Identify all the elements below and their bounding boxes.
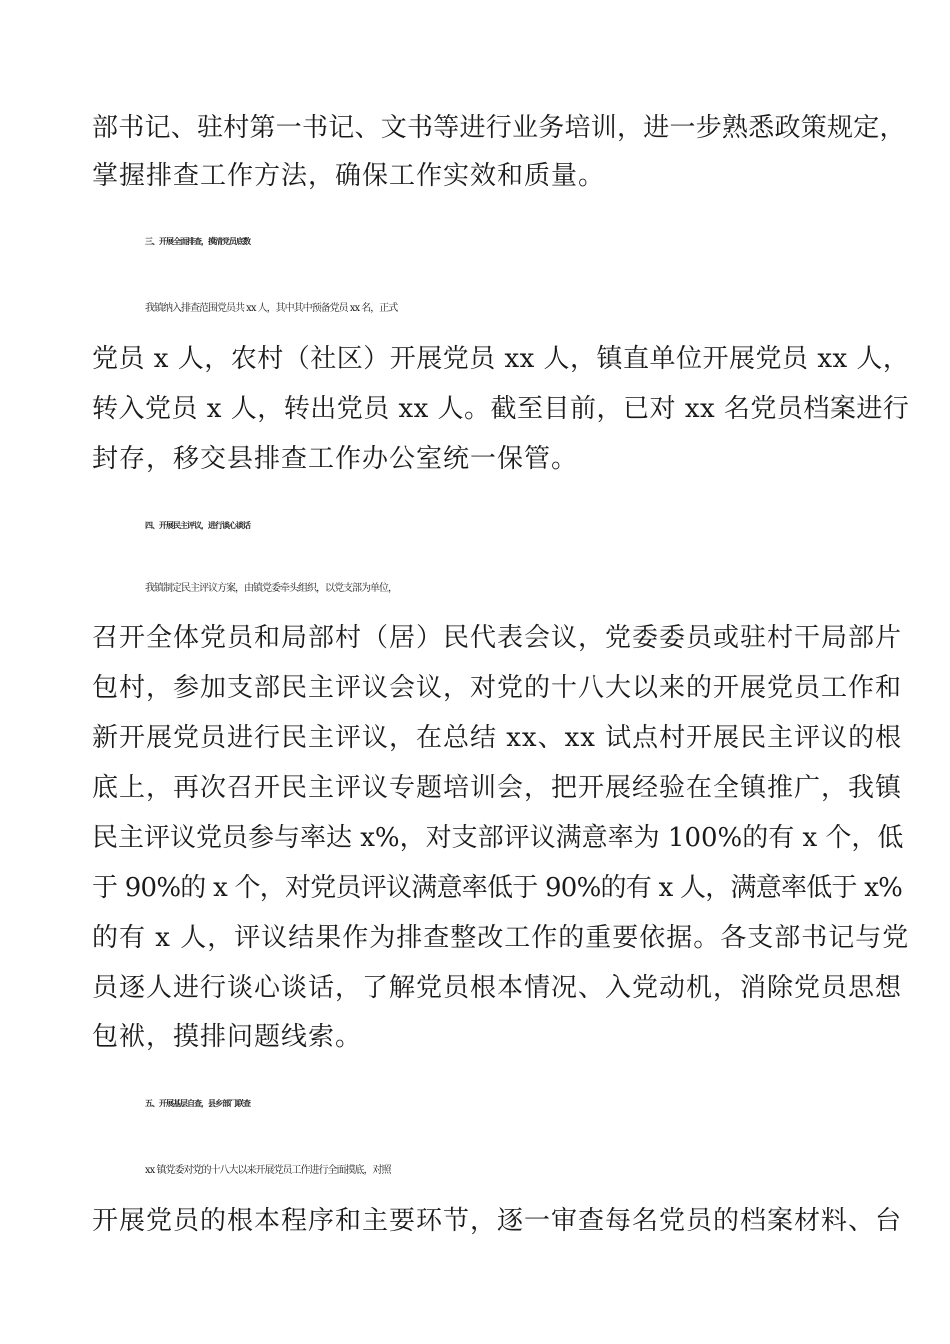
body-text-line: 民主评议党员参与率达 x%，对支部评议满意率为 100%的有 x 个，低 <box>92 823 904 853</box>
body-text-line: 召开全体党员和局部村（居）民代表会议，党委委员或驻村干局部片 <box>92 623 903 653</box>
body-text-line: 部书记、驻村第一书记、文书等进行业务培训，进一步熟悉政策规定， <box>92 113 906 143</box>
body-text-line: 封存，移交县排查工作办公室统一保管。 <box>92 444 579 474</box>
section-heading-5: 五、开展基层自查，县乡部门联查 <box>145 1099 250 1108</box>
section-heading-3: 三、开展全面排查，摸清党员底数 <box>145 237 250 246</box>
body-text-line: 的有 x 人，评议结果作为排查整改工作的重要依据。各支部书记与党 <box>92 923 910 953</box>
body-text-line: 掌握排查工作方法，确保工作实效和质量。 <box>92 161 606 191</box>
body-text-line: 我镇制定民主评议方案，由镇党委牵头组织，以党支部为单位， <box>145 583 397 594</box>
body-text-line: 开展党员的根本程序和主要环节，逐一审查每名党员的档案材料、台 <box>92 1206 903 1236</box>
body-text-line: 于 90%的 x 个，对党员评议满意率低于 90%的有 x 人，满意率低于 x% <box>92 873 903 903</box>
section-heading-4: 四、开展民主评议，进行谈心谈话 <box>145 521 250 530</box>
body-text-line: 底上，再次召开民主评议专题培训会，把开展经验在全镇推广，我镇 <box>92 773 903 803</box>
body-text-line: 包袱，摸排问题线索。 <box>92 1022 363 1052</box>
body-text-line: xx 镇党委对党的十八大以来开展党员工作进行全面摸底，对照 <box>145 1165 391 1176</box>
body-text-line: 我镇纳入排查范围党员共 xx 人，其中其中预备党员 xx 名，正式 <box>145 303 398 314</box>
body-text-line: 转入党员 x 人，转出党员 xx 人。截至目前，已对 xx 名党员档案进行 <box>92 394 910 424</box>
body-text-line: 员逐人进行谈心谈话，了解党员根本情况、入党动机，消除党员思想 <box>92 973 903 1003</box>
body-text-line: 党员 x 人，农村（社区）开展党员 xx 人，镇直单位开展党员 xx 人， <box>92 344 910 374</box>
body-text-line: 新开展党员进行民主评议，在总结 xx、xx 试点村开展民主评议的根 <box>92 723 903 753</box>
body-text-line: 包村，参加支部民主评议会议，对党的十八大以来的开展党员工作和 <box>92 673 903 703</box>
